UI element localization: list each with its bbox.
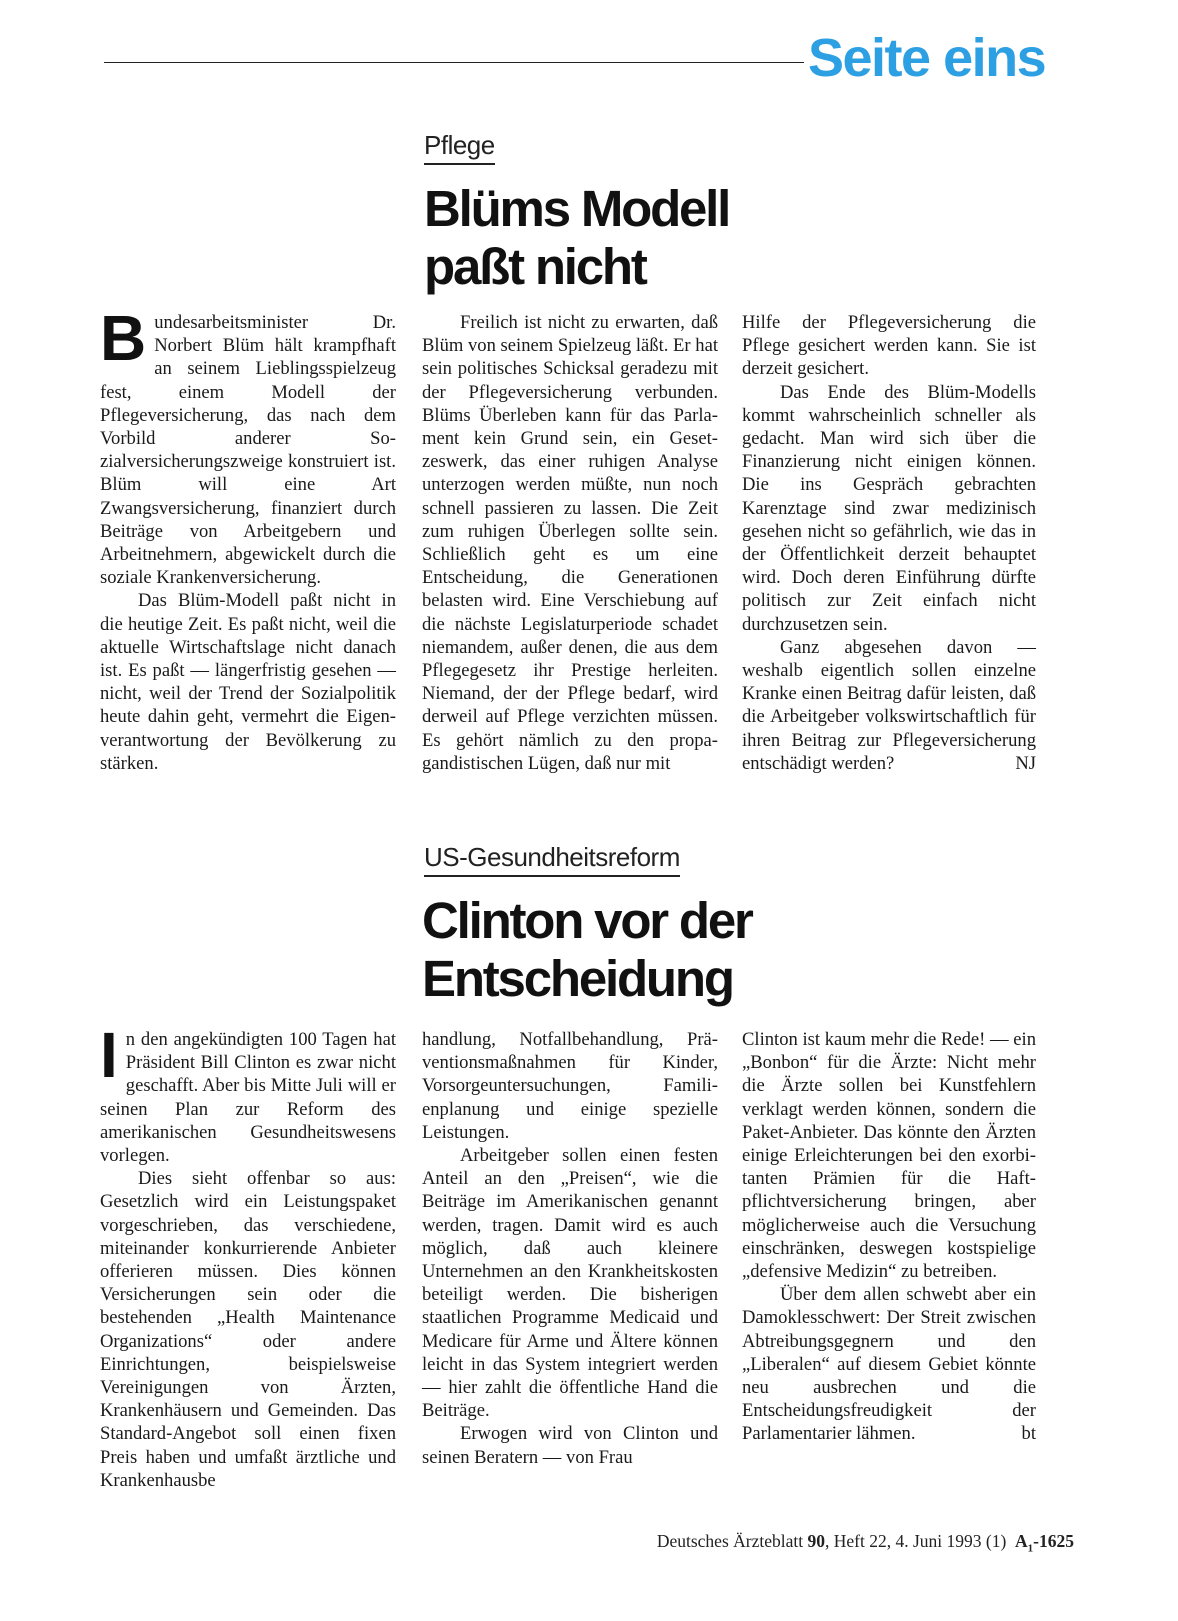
paragraph: Das Blüm-Modell paßt nicht in die heutige Zeit. Es paßt nicht, weil die aktuelle Wirtschaftslage nicht danach ist. Es paßt — längerfristig gesehen — nicht, weil der Trend der Sozialpolitik heute dahin geht, vermehrt die Eigenverantwortung der Bevölkerung zu stärken. — [100, 590, 396, 774]
paragraph: Clinton ist kaum mehr die Rede! — ein „Bonbon“ für die Ärzte: Nicht mehr die Ärzte sollen bei Kunstfehlern verklagt werden können, sondern die Paket-Anbieter. Das könnte den Ärzten einige Erleichterungen bei den exorbitanten Prämien für die Haftpflichtversicherung bringen, aber möglicherweise auch die Versuchung einschränken, deswegen kostspielige „defensive Medizin“ zu betreiben. — [742, 1029, 1036, 1283]
page-sub: 1 — [1027, 1542, 1034, 1555]
section-label: Seite eins — [808, 28, 1046, 88]
paragraph: Hilfe der Pflegeversicherung die Pflege gesichert werden kann. Sie ist derzeit gesichert. — [742, 312, 1036, 380]
paragraph-text: undesarbeitsminister Dr. Norbert Blüm hält krampfhaft an seinem Lieblingsspielzeug fest, einem Modell der Pflegeversicherung, das nach dem Vorbild anderer Sozialversicherungszweige konstruiert ist. Blüm will eine Art Zwangsversicherung, finanziert durch Beiträge von Arbeitgebern und Arbeitnehmern, abgewickelt durch die soziale Krankenversicherung. — [100, 312, 396, 589]
header-rule — [104, 62, 804, 63]
article-1-headline-line2: paßt nicht — [424, 238, 646, 295]
page-number — [1015, 1531, 1074, 1555]
paragraph: Arbeitgeber sollen einen festen Anteil an den „Preisen“, wie die Beiträge im Amerikanischen genannt werden, tragen. Damit wird es auch möglich, daß auch kleinere Unternehmen an den Krankheitskosten beteiligt werden. Die bisherigen staatlichen Programme Medicaid und Medicare für Arme und Ältere können leicht in das System integriert werden — hier zahlt die öffentliche Hand die Beiträge. — [422, 1145, 718, 1422]
author-signoff: bt — [1021, 1423, 1036, 1445]
article-2-kicker: US-Gesundheitsreform — [424, 842, 680, 877]
article-1-column-2 — [422, 311, 718, 775]
paragraph — [100, 302, 396, 589]
article-1-headline-line1: Blüms Modell — [424, 180, 730, 237]
paragraph: handlung, Notfallbehandlung, Präventionsmaßnahmen für Kinder, Vorsorgeuntersuchungen, Familienplanung und einige spezielle Leistungen. — [422, 1029, 718, 1143]
article-2-headline — [422, 892, 752, 1008]
page-prefix: A — [1015, 1531, 1028, 1551]
article-1-headline — [424, 180, 729, 296]
paragraph-text: Ganz abgesehen davon — weshalb eigentlich sollen einzelne Kranke einen Beitrag dafür leisten, daß die Arbeitgeber volkswirtschaftlich für ihren Beitrag zur Pflegeversicherung entschädigt werden? — [742, 636, 1036, 774]
paragraph-text: Über dem allen schwebt aber ein Damoklesschwert: Der Streit zwischen Abtreibungsgegnern und den „Liberalen“ auf diesem Gebiet könnte neu ausbrechen und die Entscheidungsfreudigkeit der Parlamentarier lähmen. — [742, 1284, 1036, 1445]
article-1-kicker: Pflege — [424, 130, 495, 165]
issue-info: , Heft 22, 4. Juni 1993 (1) — [824, 1531, 1007, 1551]
paragraph — [742, 1283, 1036, 1445]
author-signoff: NJ — [1015, 752, 1036, 774]
article-2-headline-line1: Clinton vor der — [422, 892, 752, 949]
drop-cap: I — [100, 1019, 118, 1091]
volume-number: 90 — [807, 1531, 825, 1551]
paragraph: Erwogen wird von Clinton und seinen Beratern — von Frau — [422, 1423, 718, 1468]
page-number-value: -1625 — [1033, 1531, 1074, 1551]
article-1-column-1 — [100, 302, 396, 775]
article-2-column-3 — [742, 1028, 1036, 1446]
article-2-column-1 — [100, 1019, 396, 1492]
article-2-column-2 — [422, 1028, 718, 1469]
paragraph — [100, 1019, 396, 1167]
publication-name: Deutsches Ärzteblatt — [656, 1531, 808, 1551]
article-1-column-3 — [742, 311, 1036, 775]
paragraph: Dies sieht offenbar so aus: Gesetzlich wird ein Leistungspaket vorgeschrieben, das verschiedene, miteinander konkurrierende Anbieter offerieren müssen. Dies können Versicherungen sein oder die bestehenden „Health Maintenance Organizations“ oder andere Einrichtungen, beispielsweise Vereinigungen von Ärzten, Krankenhäusern und Gemeinden. Das Standard-Angebot soll einen fixen Preis haben und umfaßt ärztliche und Krankenhausbe — [100, 1168, 396, 1491]
article-2-headline-line2: Entscheidung — [422, 950, 733, 1007]
paragraph — [742, 636, 1036, 775]
paragraph: Das Ende des Blüm-Modells kommt wahrscheinlich schneller als gedacht. Man wird sich über die Finanzierung nicht einigen können. Die ins Gespräch gebrachten Karenztage sind zwar medizinisch gesehen nicht so gefährlich, wie das in der Öffentlichkeit derzeit behauptet wird. Doch deren Einführung dürfte politisch zur Zeit einfach nicht durchzusetzen sein. — [742, 381, 1036, 635]
paragraph-text: n den angekündigten 100 Tagen hat Präsident Bill Clinton es zwar nicht geschafft. Aber bis Mitte Juli will er seinen Plan zur Reform des amerikanischen Gesundheitswesens vorlegen. — [100, 1029, 396, 1167]
drop-cap: B — [100, 302, 147, 374]
paragraph: Freilich ist nicht zu erwarten, daß Blüm von seinem Spielzeug läßt. Er hat sein politisches Schicksal geradezu mit der Pflegeversicherung verbunden. Blüms Überleben kann für das Parlament kein Grund sein, ein Gesetzeswerk, das einer ruhigen Analyse unterzogen werden müßte, nun noch schnell passieren zu lassen. Die Zeit zum ruhigen Überlegen sollte sein. Schließlich geht es um eine Entscheidung, die Generationen belasten wird. Eine Verschiebung auf die nächste Legislaturperiode schadet niemandem, außer denen, die aus dem Pflegegesetz ihr Prestige herleiten. Niemand, der der Pflege bedarf, wird derweil auf Pflege verzichten müssen. Es gehört nämlich zu den propagandistischen Lügen, daß nur mit — [422, 312, 718, 774]
page-footer — [657, 1530, 1074, 1560]
